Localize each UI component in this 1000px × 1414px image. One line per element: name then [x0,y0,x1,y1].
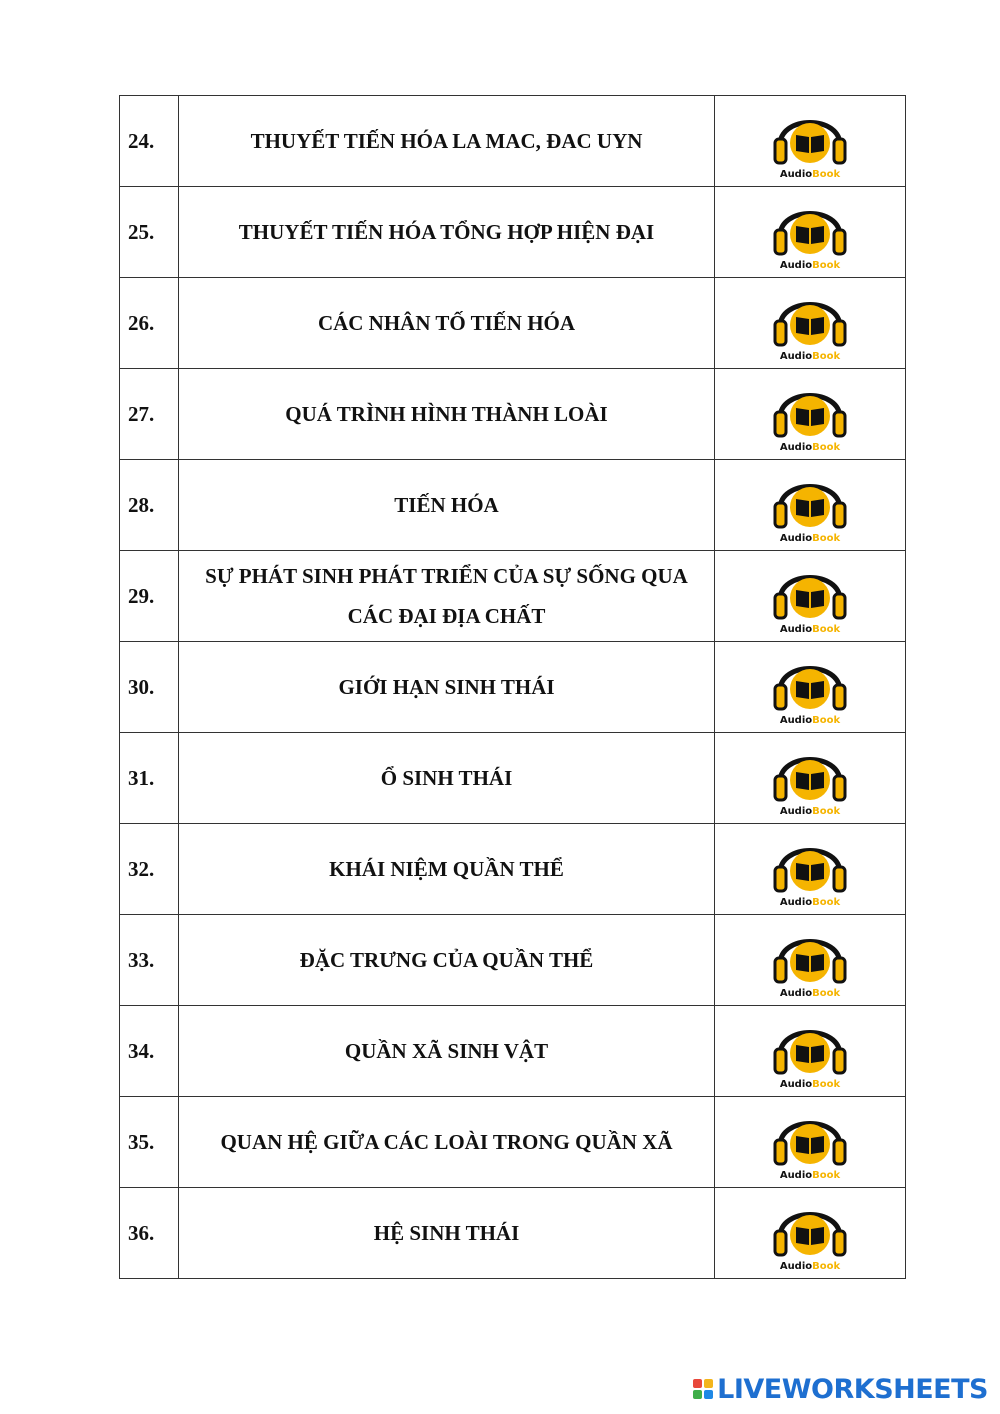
svg-text:AudioBook: AudioBook [779,351,841,362]
table-row [120,642,906,733]
lesson-title: TIẾN HÓA [179,460,715,551]
lesson-number: 35. [120,1097,179,1188]
lesson-number: 30. [120,642,179,733]
lesson-table [119,95,906,1279]
audio-cell [715,733,906,824]
audiobook-headphones-graphic [770,1193,850,1273]
lesson-title: KHÁI NIỆM QUẦN THỂ [179,824,715,915]
table-row [120,915,906,1006]
audio-cell [715,96,906,187]
lesson-number: 25. [120,187,179,278]
audiobook-headphones-graphic [770,465,850,545]
lesson-table-body [120,96,906,1279]
audio-cell [715,1097,906,1188]
table-row [120,1097,906,1188]
audiobook-headphones-icon[interactable] [770,556,850,636]
audiobook-headphones-graphic [770,738,850,818]
table-row [120,369,906,460]
svg-text:AudioBook: AudioBook [779,897,841,908]
audiobook-headphones-icon[interactable] [770,829,850,909]
audiobook-headphones-graphic [770,647,850,727]
lesson-title: QUÁ TRÌNH HÌNH THÀNH LOÀI [179,369,715,460]
lesson-title: THUYẾT TIẾN HÓA TỔNG HỢP HIỆN ĐẠI [179,187,715,278]
lesson-title: QUAN HỆ GIỮA CÁC LOÀI TRONG QUẦN XÃ [179,1097,715,1188]
lesson-number: 28. [120,460,179,551]
svg-text:AudioBook: AudioBook [779,533,841,544]
svg-text:AudioBook: AudioBook [779,624,841,635]
table-row [120,460,906,551]
table-row [120,278,906,369]
audiobook-headphones-graphic [770,283,850,363]
lesson-title: HỆ SINH THÁI [179,1188,715,1279]
audiobook-headphones-icon[interactable] [770,647,850,727]
audiobook-headphones-icon[interactable] [770,1102,850,1182]
lesson-number: 27. [120,369,179,460]
audiobook-headphones-icon[interactable] [770,283,850,363]
audio-cell [715,824,906,915]
lesson-title: CÁC NHÂN TỐ TIẾN HÓA [179,278,715,369]
liveworksheets-logo-icon [693,1379,713,1399]
audiobook-headphones-graphic [770,1102,850,1182]
svg-text:AudioBook: AudioBook [779,715,841,726]
lesson-number: 24. [120,96,179,187]
audio-cell [715,369,906,460]
svg-text:AudioBook: AudioBook [779,169,841,180]
table-row [120,824,906,915]
lesson-number: 34. [120,1006,179,1097]
svg-text:AudioBook: AudioBook [779,442,841,453]
lesson-title: THUYẾT TIẾN HÓA LA MAC, ĐAC UYN [179,96,715,187]
brand-name: LIVEWORKSHEETS [717,1373,988,1405]
table-row [120,733,906,824]
audio-cell [715,915,906,1006]
audio-cell [715,1006,906,1097]
liveworksheets-brand [693,1374,988,1404]
table-row [120,551,906,642]
audiobook-headphones-icon[interactable] [770,920,850,1000]
audiobook-headphones-icon[interactable] [770,101,850,181]
lesson-number: 29. [120,551,179,642]
lesson-title: GIỚI HẠN SINH THÁI [179,642,715,733]
audio-cell [715,278,906,369]
audiobook-headphones-icon[interactable] [770,1193,850,1273]
audiobook-headphones-graphic [770,920,850,1000]
lesson-number: 26. [120,278,179,369]
audio-cell [715,460,906,551]
lesson-title: SỰ PHÁT SINH PHÁT TRIỂN CỦA SỰ SỐNG QUA CÁC ĐẠI ĐỊA CHẤT [179,551,715,642]
audiobook-headphones-icon[interactable] [770,465,850,545]
svg-text:AudioBook: AudioBook [779,1170,841,1181]
audiobook-headphones-icon[interactable] [770,192,850,272]
svg-text:AudioBook: AudioBook [779,260,841,271]
table-row [120,96,906,187]
audiobook-headphones-graphic [770,192,850,272]
audio-cell [715,551,906,642]
audiobook-headphones-icon[interactable] [770,1011,850,1091]
audiobook-headphones-graphic [770,829,850,909]
table-row [120,1188,906,1279]
lesson-title: Ổ SINH THÁI [179,733,715,824]
audiobook-headphones-icon[interactable] [770,374,850,454]
lesson-title: ĐẶC TRƯNG CỦA QUẦN THỂ [179,915,715,1006]
lesson-number: 31. [120,733,179,824]
svg-text:AudioBook: AudioBook [779,1079,841,1090]
svg-text:AudioBook: AudioBook [779,1261,841,1272]
audiobook-headphones-graphic [770,374,850,454]
lesson-number: 33. [120,915,179,1006]
table-row [120,187,906,278]
svg-text:AudioBook: AudioBook [779,988,841,999]
audiobook-headphones-graphic [770,556,850,636]
table-row [120,1006,906,1097]
svg-text:AudioBook: AudioBook [779,806,841,817]
audio-cell [715,642,906,733]
audiobook-headphones-graphic [770,101,850,181]
audiobook-headphones-graphic [770,1011,850,1091]
audio-cell [715,187,906,278]
audio-cell [715,1188,906,1279]
lesson-number: 32. [120,824,179,915]
lesson-title: QUẦN XÃ SINH VẬT [179,1006,715,1097]
audiobook-headphones-icon[interactable] [770,738,850,818]
lesson-number: 36. [120,1188,179,1279]
